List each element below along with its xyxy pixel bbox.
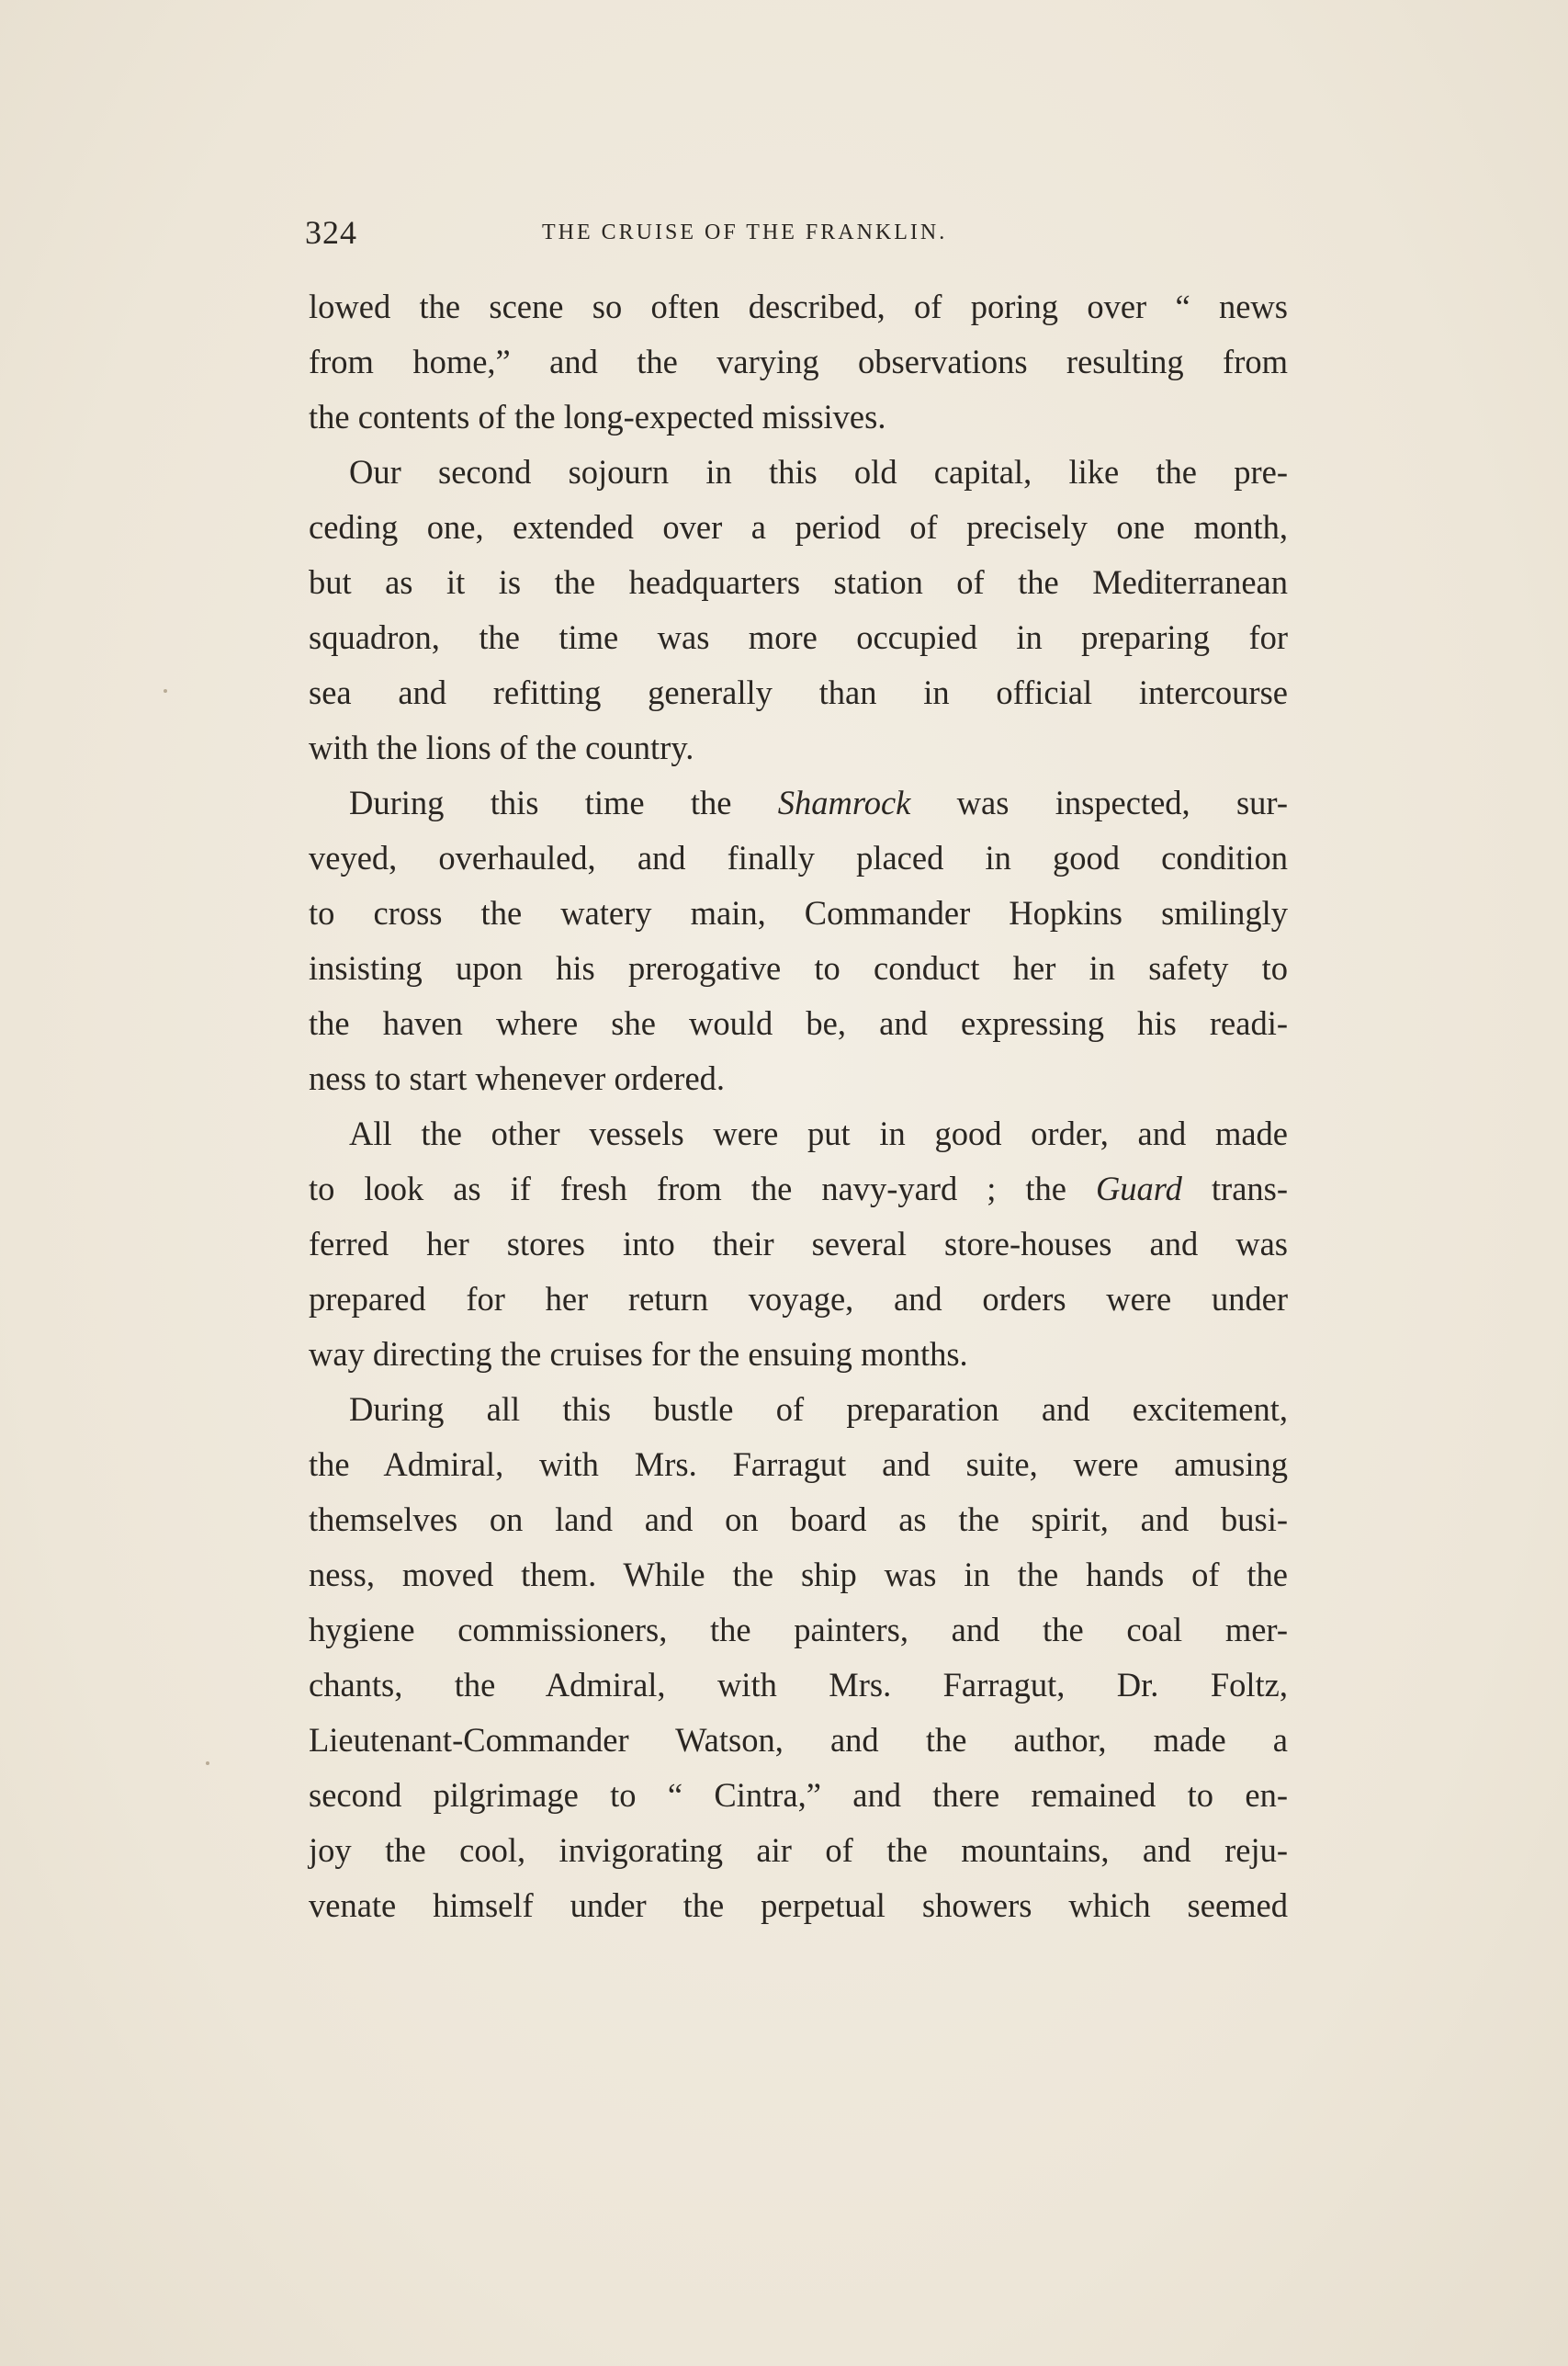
text-line: venate himself under the perpetual showers which seemed: [309, 1886, 1288, 1924]
text-line: Lieutenant-Commander Watson, and the author, made a: [309, 1721, 1288, 1759]
page-number: 324: [305, 214, 357, 251]
italic-ship-name: Guard: [1095, 1170, 1182, 1207]
text-line: way directing the cruises for the ensuing months.: [309, 1335, 968, 1373]
text-line: with the lions of the country.: [309, 729, 694, 766]
text-line: to cross the watery main, Commander Hopkins smilingly: [309, 894, 1288, 932]
text-line: [309, 1161, 1288, 1217]
text-line: the haven where she would be, and expressing his readi-: [309, 1004, 1288, 1042]
text-line: squadron, the time was more occupied in preparing for: [309, 618, 1288, 656]
text-line: Our second sojourn in this old capital, like the pre-: [349, 453, 1288, 491]
text-line: the contents of the long-expected missives.: [309, 398, 886, 436]
text-line: second pilgrimage to “ Cintra,” and there remained to en-: [309, 1776, 1288, 1814]
text-line: ness, moved them. While the ship was in the hands of the: [309, 1556, 1288, 1593]
text-line: ceding one, extended over a period of precisely one month,: [309, 508, 1288, 546]
text-segment: trans-: [1181, 1170, 1289, 1207]
text-line: chants, the Admiral, with Mrs. Farragut, Dr. Foltz,: [309, 1666, 1288, 1704]
text-line: [309, 775, 1288, 831]
text-line: ness to start whenever ordered.: [309, 1059, 726, 1097]
page-header: [305, 213, 1279, 257]
text-line: veyed, overhauled, and finally placed in good condition: [309, 839, 1288, 877]
text-line: hygiene commissioners, the painters, and the coal mer-: [309, 1611, 1288, 1648]
text-line: ferred her stores into their several store-houses and was: [309, 1225, 1288, 1262]
text-line: prepared for her return voyage, and orders were under: [309, 1280, 1288, 1318]
text-line: sea and refitting generally than in official intercourse: [309, 674, 1288, 711]
paper-speck: [206, 1761, 209, 1765]
text-line: but as it is the headquarters station of the Mediterranean: [309, 563, 1288, 601]
text-line: insisting upon his prerogative to conduct her in safety to: [309, 949, 1288, 987]
italic-ship-name: Shamrock: [777, 784, 911, 821]
text-line: lowed the scene so often described, of poring over “ news: [309, 288, 1288, 325]
text-line: During all this bustle of preparation and excitement,: [349, 1390, 1288, 1428]
body-text: [309, 279, 1288, 1933]
text-line: All the other vessels were put in good order, and made: [349, 1115, 1288, 1152]
text-segment: was inspected, sur-: [910, 784, 1288, 821]
text-line: from home,” and the varying observations resulting from: [309, 343, 1288, 380]
paper-speck: [164, 689, 167, 693]
text-segment: During this time the: [349, 784, 778, 821]
text-segment: to look as if fresh from the navy-yard ; the: [309, 1170, 1096, 1207]
text-line: the Admiral, with Mrs. Farragut and suite, were amusing: [309, 1445, 1288, 1483]
text-line: joy the cool, invigorating air of the mountains, and reju-: [309, 1831, 1288, 1869]
text-line: themselves on land and on board as the spirit, and busi-: [309, 1500, 1288, 1538]
running-head: THE CRUISE OF THE FRANKLIN.: [542, 221, 948, 244]
